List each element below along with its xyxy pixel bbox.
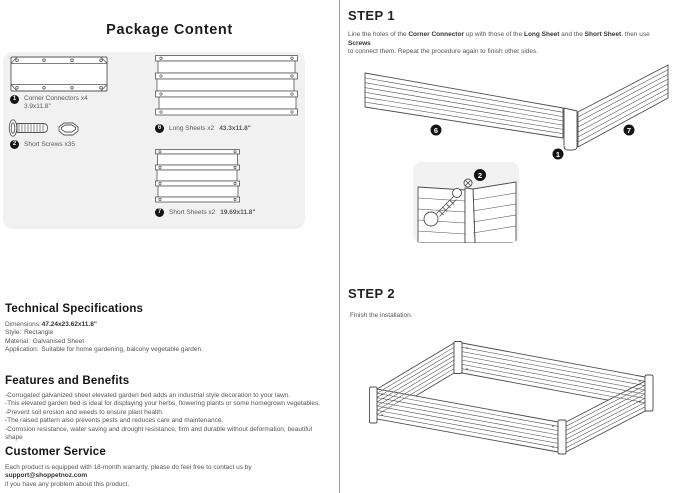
long-sheets-diagram: [155, 55, 298, 117]
label-badge-corner-connector: [553, 149, 564, 160]
feature-line: -Corrosion resistance, water saving and drought resistance, firm and durable without deformation, beautiful shape: [5, 425, 313, 442]
feature-line: -Corrugated galvanized sheet elevated garden bed adds an industrial style decoration to your lawn.: [5, 392, 291, 399]
customer-service-text: [5, 464, 330, 489]
spec-row-application: Application: Suitable for home gardening, balcony vegetable garden.: [5, 346, 203, 354]
step1-heading: STEP 1: [348, 8, 395, 23]
svg-text:7: 7: [626, 125, 632, 135]
column-divider: [339, 0, 340, 493]
support-email[interactable]: support@shoppetnoz.com: [5, 472, 88, 480]
features-list: [5, 392, 325, 442]
step1-instruction: Line the holes of the Corner Connector up with those of the Long Sheet and the Short Sheet, then use Screws to connect them. Repeat the procedure again to finish other sides.: [348, 31, 664, 57]
label-badge-screw: [474, 169, 486, 181]
screw-icon: [8, 119, 50, 137]
label-badge-short-sheet: [624, 125, 635, 136]
short-sheets-diagram: [155, 149, 240, 203]
svg-text:1: 1: [555, 149, 561, 159]
service-text-line2: if you have any problem about this product.: [5, 480, 130, 488]
step1-instruction-line2: to connect them. Repeat the procedure again to finish other sides.: [348, 48, 539, 56]
item-dimension: 3.9x11.8": [24, 103, 51, 110]
item-number-badge: 7: [155, 208, 164, 217]
features-heading: Features and Benefits: [5, 375, 130, 387]
list-item-long-sheets: [155, 124, 251, 133]
tech-specs-list: [5, 321, 203, 355]
spec-row-material: Material: Galvanised Sheet: [5, 337, 85, 345]
item-label: Corner Connectors x4: [24, 95, 88, 102]
corner-connector-diagram: [10, 56, 108, 92]
feature-line: -Prevent soil erosion and weeds to ensure plant health.: [5, 408, 164, 416]
step2-heading: STEP 2: [348, 286, 395, 301]
service-text: Each product is equipped with 18-month warranty, please do feel free to contact us by: [5, 464, 252, 471]
page-title: Package Content: [106, 22, 233, 38]
step2-assembled-bed-diagram: [365, 333, 660, 458]
feature-line: -This elevated garden bed is ideal for displaying your herbs, flowering plants or some homegrown vegetables.: [5, 400, 321, 408]
step1-assembly-diagram: [345, 58, 675, 163]
tech-specs-heading: Technical Specifications: [5, 303, 144, 315]
item-dimension: 19.69x11.8": [220, 209, 256, 216]
feature-line: -The raised pattern also prevents pests and reduces care and maintenance.: [5, 417, 224, 425]
nut-icon: [56, 121, 80, 138]
spec-row-dimensions: Dimensions:47.24x23.62x11.8": [5, 321, 97, 328]
list-item-corner-connectors: [10, 95, 88, 111]
customer-service-heading: Customer Service: [5, 446, 106, 458]
screw-detail-inset: [413, 162, 519, 243]
item-number-badge: 1: [10, 95, 19, 104]
item-number-badge: 2: [10, 140, 19, 149]
package-content-panel: [3, 52, 305, 229]
list-item-short-sheets: [155, 208, 256, 217]
item-number-badge: 6: [155, 124, 164, 133]
svg-text:2: 2: [477, 171, 483, 180]
item-label: Long Sheets x2: [169, 125, 215, 132]
list-item-short-screws: [10, 140, 75, 149]
step2-text: Finish the installation.: [350, 312, 413, 319]
screw-detail-drawing: [413, 162, 519, 243]
item-dimension: 43.3x11.8": [219, 125, 251, 132]
label-badge-long-sheet: [431, 125, 442, 136]
spec-row-style: Style: Rectangle: [5, 329, 54, 337]
item-label: Short Screws x35: [24, 141, 75, 148]
svg-text:6: 6: [433, 125, 439, 135]
item-label: Short Sheets x2: [169, 209, 216, 216]
